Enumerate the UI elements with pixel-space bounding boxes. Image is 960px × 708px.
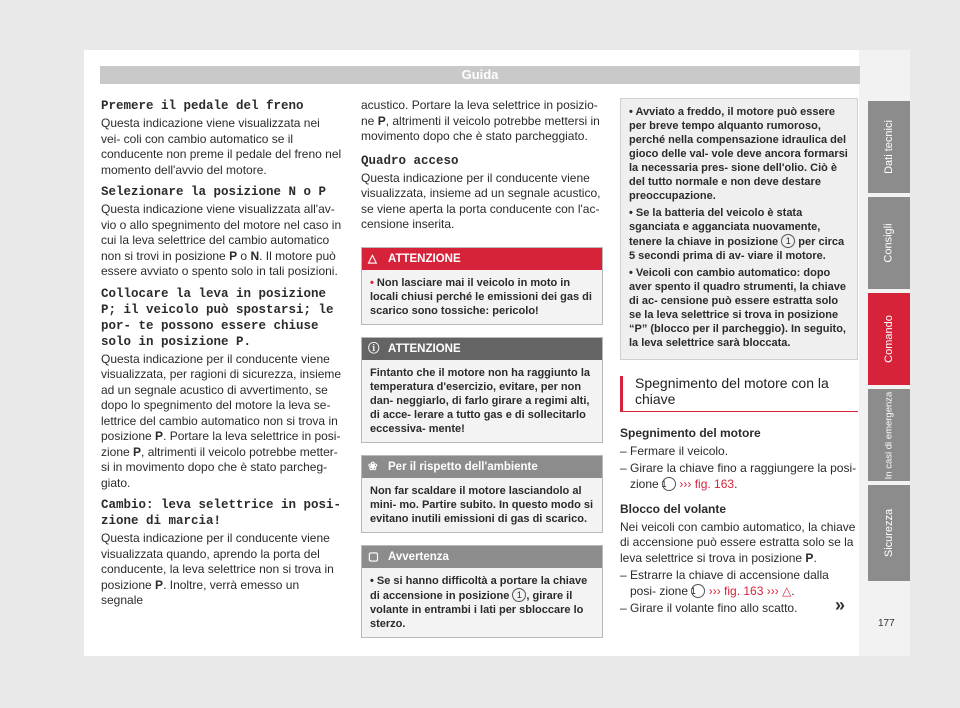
position-number-badge: 1	[781, 234, 795, 248]
tab-label: Sicurezza	[883, 508, 896, 558]
warning-box-exhaust	[361, 247, 603, 325]
list-text: Girare la chiave fino a raggiungere la posi- zione	[630, 461, 857, 491]
heading-lever-p: Collocare la leva in posizione P; il veicolo può spostarsi; le por- te possono essere chiuse solo in posizione P.	[101, 286, 334, 349]
text: .	[813, 550, 817, 565]
continue-arrow-icon: »	[835, 595, 846, 615]
paragraph	[101, 116, 342, 178]
paragraph	[361, 98, 603, 145]
text: . Il motore può essere avviato o spento solo in tali posizioni.	[101, 248, 338, 278]
text: o	[237, 248, 251, 263]
warning-title: ATTENZIONE	[388, 252, 461, 265]
tab-emergenza[interactable]	[868, 389, 910, 481]
notes-box	[620, 98, 858, 360]
note-item	[629, 105, 849, 203]
leaf-icon: ❀	[368, 460, 378, 473]
figure-link[interactable]: ››› fig. 163 ›››	[705, 583, 783, 598]
list-text: Fermare il veicolo.	[630, 443, 729, 458]
note-text: Veicoli con cambio automatico: dopo aver spento il quadro strumenti, la chiave di ac- censione può essere estratta solo se la leva selettrice si trova in posizione “P” (blocco per il parcheggio). In seguito, la leva selettrice sarà bloccata.	[629, 267, 847, 349]
heading-brake: Premere il pedale del freno	[101, 99, 304, 113]
caution-header	[362, 338, 602, 360]
note-text: Avviato a freddo, il motore può essere per breve tempo alquanto rumoroso, perché nella compensazione idraulica del gioco delle val- vole deve ancora formarsi la necessaria pres- sione dell'olio. Ciò è del tutto normale e non deve destare preoccupazione.	[629, 106, 848, 202]
tab-comando[interactable]	[868, 293, 910, 385]
text: acustico. Portare la leva selettrice in posizio- ne	[361, 98, 598, 128]
bullet-icon: •	[629, 106, 636, 118]
subheading-steering-lock: Blocco del volante	[620, 502, 727, 516]
text: Nei veicoli con cambio automatico, la chiave di accensione può essere estratta solo se la leva selettrice si trova in posizione	[620, 519, 856, 565]
paragraph	[101, 352, 342, 492]
paragraph: Questa indicazione per il conducente viene visualizzata, insieme ad un segnale acustico, se viene aperta la porta conducente con l'ac- censione inserita.	[361, 170, 601, 231]
info-circle-icon: ⓘ	[368, 342, 380, 355]
tab-label: Dati tecnici	[883, 120, 896, 174]
warning-triangle-icon: △	[782, 583, 792, 598]
list-item: – Fermare il veicolo.	[620, 443, 729, 458]
note-box	[361, 545, 603, 638]
subheading-engine-off: Spegnimento del motore	[620, 426, 761, 440]
environment-box	[361, 455, 603, 533]
note-body	[362, 568, 602, 637]
paragraph	[101, 531, 342, 609]
key-letter: P	[155, 577, 164, 592]
text: Questa indicazione per il conducente viene visualizzata quando, aprendo la porta del conducente, la leva selettrice non si trova in posizione	[101, 531, 334, 592]
bullet-icon: •	[370, 574, 377, 587]
list-text: Estrarre la chiave di accensione dalla posi- zione	[630, 568, 829, 598]
note-text: per circa 5 secondi prima di av- viare il motore.	[629, 236, 845, 262]
note-item	[629, 206, 849, 263]
position-number-badge: 1	[691, 584, 705, 598]
key-letter: P	[133, 444, 142, 459]
text: Questa indicazione viene visualizzata all'av- vio o allo spegnimento del motore nel caso in cui la leva selettrice del cambio automatico non si trovi in posizione	[101, 202, 342, 263]
column-1	[101, 98, 342, 615]
note-title: Avvertenza	[388, 550, 449, 563]
note-item	[629, 266, 849, 350]
caution-box-engine	[361, 337, 603, 443]
key-letter: P	[805, 550, 814, 565]
list-item: – Estrarre la chiave di accensione dalla posi- zione 1 ››› fig. 163 ››› △.	[620, 568, 829, 598]
text: Questa indicazione per il conducente viene visualizzata, per ragioni di sicurezza, insieme ad un segnale acustico di avvertimento, se dopo lo spegnimento del motore la leva se- lettrice del cambio automatico non si trova in posizione	[101, 351, 342, 443]
paragraph	[101, 202, 342, 280]
bullet-icon: •	[629, 267, 636, 279]
heading-gear-lever: Cambio: leva selettrice in posi- zione di marcia!	[101, 498, 342, 528]
section-title: Spegnimento del motore con la chiave	[620, 376, 858, 412]
key-letter: P	[155, 429, 164, 443]
heading-select-position: Selezionare la posizione N o P	[101, 185, 327, 199]
heading-ignition-on: Quadro acceso	[361, 153, 459, 168]
list-item: – Girare la chiave fino a raggiungere la posi- zione 1 ››› fig. 163.	[620, 461, 857, 491]
tab-dati-tecnici[interactable]	[868, 101, 910, 193]
page-header: Guida	[100, 66, 860, 84]
text: , altrimenti il veicolo potrebbe mettersi in movimento dopo che è stato parcheggiato.	[361, 113, 600, 143]
note-text: , girare il volante in entrambi i lati per sbloccare lo sterzo.	[370, 589, 584, 630]
list-text: .	[791, 583, 795, 598]
text: , altrimenti il veicolo potrebbe metter- si in movimento dopo che è stato parcheg- giato.	[101, 444, 338, 490]
environment-header	[362, 456, 602, 478]
caution-body: Fintanto che il motore non ha raggiunto la temperatura d'esercizio, evitare, per non dan- neggiarlo, di farlo girare a regimi alti, di acce- lerare a tutto gas e di sollecitarlo eccessiva- mente!	[362, 360, 602, 442]
bullet-icon: •	[370, 276, 377, 289]
tab-label: In casi di emergenza	[883, 391, 895, 479]
list-item: – Girare il volante fino allo scatto.	[620, 601, 798, 615]
list-text: Girare il volante fino allo scatto.	[630, 601, 798, 615]
list-text: .	[734, 476, 738, 491]
environment-body: Non far scaldare il motore lasciandolo al mini- mo. Partire subito. In questo modo si evitano inutili emissioni di gas di scarico.	[362, 478, 602, 532]
warning-body	[362, 270, 602, 324]
note-text: Se la batteria del veicolo è stata sganciata e agganciata nuovamente, tenere la chiave in posizione	[629, 207, 821, 248]
key-letter: P	[229, 248, 238, 263]
note-icon: ▢	[368, 550, 379, 563]
warning-header	[362, 248, 602, 270]
key-letter: N	[250, 248, 260, 263]
text: . Inoltre, verrà emesso un segnale	[101, 577, 300, 607]
note-text: Se si hanno difficoltà a portare la chiave di accensione in posizione	[370, 574, 588, 602]
column-3	[620, 98, 858, 619]
tab-label: Consigli	[882, 223, 895, 263]
figure-link[interactable]: ››› fig. 163	[676, 476, 735, 491]
note-header	[362, 546, 602, 568]
text: . Portare la leva selettrice in posi- zione	[101, 429, 341, 459]
page-number: 177	[878, 618, 895, 629]
environment-title: Per il rispetto dell'ambiente	[388, 460, 538, 473]
column-2	[361, 98, 603, 650]
caution-title: ATTENZIONE	[388, 342, 461, 355]
bullet-icon: •	[629, 207, 636, 219]
key-letter: P	[377, 113, 386, 128]
tab-sicurezza[interactable]	[868, 485, 910, 581]
tab-label: Comando	[883, 315, 896, 363]
text: Questa indicazione viene visualizzata nei vei- coli con cambio automatico se il conducente non preme il pedale del freno nel momento dell'avvio del motore.	[101, 116, 342, 177]
warning-triangle-icon: △	[368, 252, 377, 265]
position-number-badge: 1	[512, 588, 526, 602]
position-number-badge: 1	[662, 477, 676, 491]
paragraph	[620, 520, 858, 567]
warning-text: Non lasciare mai il veicolo in moto in locali chiusi perché le emissioni dei gas di scarico sono tossiche: pericolo!	[370, 276, 592, 317]
tab-consigli[interactable]	[868, 197, 910, 289]
